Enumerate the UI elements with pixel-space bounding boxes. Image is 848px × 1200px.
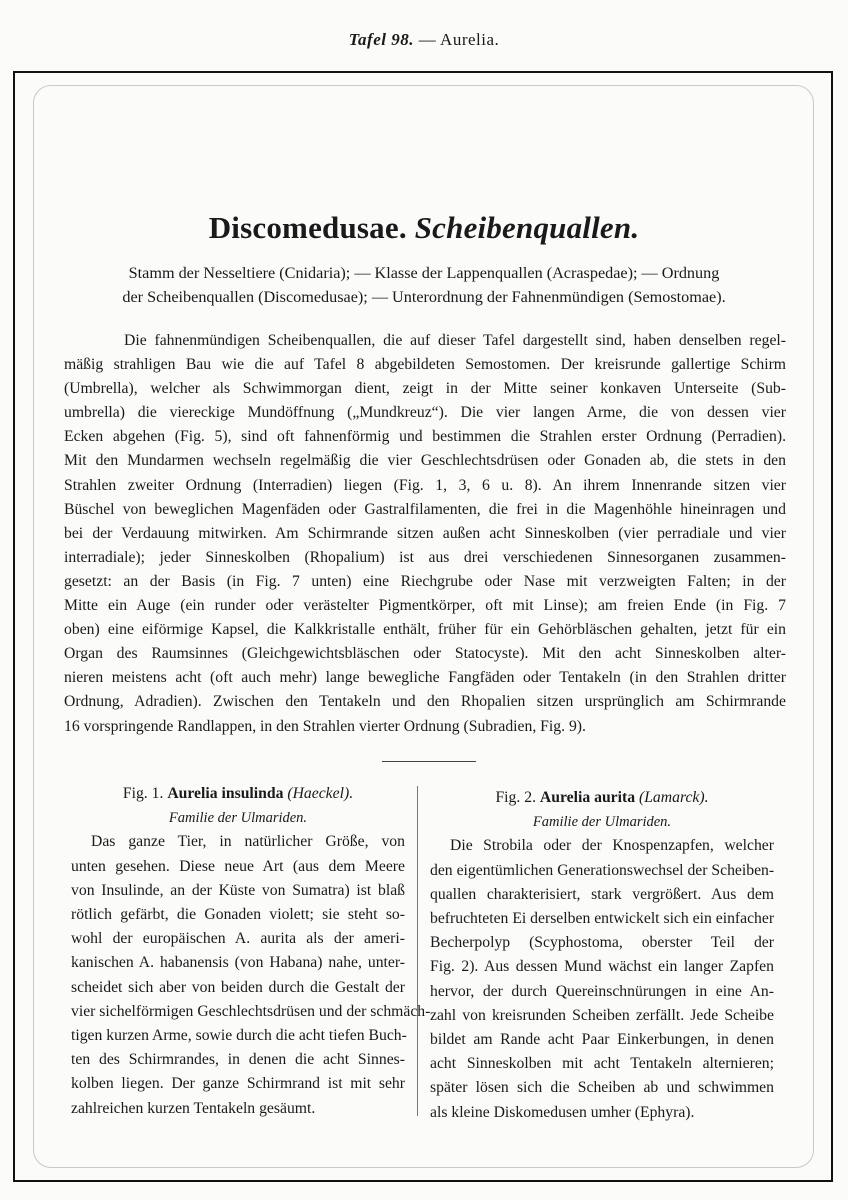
head-separator: — — [418, 30, 437, 49]
description-line: Becherpolyp (Scyphostoma, oberster Teil der — [430, 934, 774, 952]
taxonomy-line-1: Stamm der Nesseltiere (Cnidaria); — Klasse der Lappenquallen (Acraspedae); — Ordnung — [128, 264, 720, 282]
figure-2-label: Fig. 2. — [495, 789, 536, 806]
description-line: scheidet sich aber von beiden durch die Gestalt der — [71, 978, 405, 996]
section-divider — [382, 761, 476, 762]
intro-line: Strahlen zweiter Ordnung (Interradien) liegen (Fig. 1, 3, 6 u. 8). An ihrem Innenrande sitzen vier — [64, 476, 786, 494]
running-head — [0, 30, 848, 50]
description-line: bildet am Rande acht Paar Einkerbungen, in denen — [430, 1031, 774, 1049]
intro-line: bei der Verdauung mitwirken. Am Schirmrande sitzen außen acht Sinneskolben (vier perradiale und vier — [64, 524, 786, 542]
page-title — [0, 210, 848, 246]
description-line: ten des Schirmrandes, in denen die acht Sinnes- — [71, 1051, 405, 1069]
description-line: kanischen A. habanensis (von Habana) nahe, unter- — [71, 954, 405, 972]
intro-line: interradiale); jeder Sinneskolben (Rhopalium) ist aus drei verschiedenen Sinnesorganen zusammen- — [64, 548, 786, 566]
intro-line: Büschel von beweglichen Magenfäden oder Gastralfilamenten, die frei in die Magenhöhle hineinragen und — [64, 500, 786, 518]
description-line: quallen charakterisiert, stark vergrößert. Aus dem — [430, 885, 774, 903]
plate-number: Tafel 98. — [348, 30, 414, 49]
figure-2-author: (Lamarck). — [638, 789, 709, 806]
title-latin: Discomedusae. — [208, 210, 407, 245]
figure-1-heading — [71, 782, 405, 806]
intro-line: Ordnung, Adradien). Zwischen den Tentakeln und den Rhopalien sitzen ursprünglich am Schirmrande — [64, 693, 786, 711]
plate-subject: Aurelia. — [440, 30, 500, 49]
intro-line: Organ des Raumsinnes (Gleichgewichtsbläschen oder Statocyste). Mit den acht Sinneskolben alter- — [64, 645, 786, 663]
description-line: den eigentümlichen Generationswechsel der Scheiben- — [430, 861, 775, 879]
figure-1-author: (Haeckel). — [287, 785, 354, 802]
figure-1-column — [71, 782, 431, 1121]
description-line: Das ganze Tier, in natürlicher Größe, von — [91, 833, 405, 851]
description-line: später lösen sich die Scheiben ab und schwimmen — [430, 1079, 774, 1097]
description-line: als kleine Diskomedusen umher (Ephyra). — [430, 1103, 695, 1121]
description-line: tigen kurzen Arme, sowie durch die acht tiefen Buch- — [71, 1027, 407, 1045]
intro-line: umbrella) die viereckige Mundöffnung („Mundkreuz“). Die vier langen Arme, die von dessen vier — [64, 404, 786, 422]
figure-2-heading — [430, 786, 774, 810]
intro-line: gesetzt: an der Basis (in Fig. 7 unten) eine Riechgrube oder Nase mit verzweigten Falten; in der — [64, 572, 786, 590]
intro-line: nieren meistens acht (oft auch mehr) lange bewegliche Fangfäden oder Tentakeln (in den Strahlen dritter — [64, 669, 786, 687]
description-line: zahl von kreisrunden Scheiben zerfällt. Jede Scheibe — [430, 1006, 774, 1024]
description-line: befruchteten Ei derselben entwickelt sich ein einfacher — [430, 910, 775, 928]
intro-line: (Umbrella), welcher als Schwimmorgan dient, zeigt in der Mitte seiner konkaven Unterseite (Sub- — [64, 380, 786, 398]
figure-1-description — [71, 830, 431, 1120]
figure-2-species: Aurelia aurita — [539, 789, 636, 806]
description-line: wohl der europäischen A. aurita als der ameri- — [71, 930, 405, 948]
description-line: Die Strobila oder der Knospenzapfen, welcher — [450, 837, 774, 855]
description-line: Fig. 2). Aus dessen Mund wächst ein langer Zapfen — [430, 958, 774, 976]
description-line: rötlich gefärbt, die Gonaden violett; sie steht so- — [71, 906, 405, 924]
intro-line: Die fahnenmündigen Scheibenquallen, die auf dieser Tafel dargestellt sind, haben denselben regel- — [124, 332, 786, 349]
title-german: Scheibenquallen. — [414, 210, 640, 245]
taxonomy-line-2: der Scheibenquallen (Discomedusae); — Unterordnung der Fahnenmündigen (Semostomae). — [122, 288, 726, 306]
description-line: zahlreichen kurzen Tentakeln gesäumt. — [71, 1099, 316, 1117]
figure-2-family: Familie der Ulmariden. — [532, 814, 672, 831]
figure-2-column — [430, 786, 774, 1125]
intro-line: Mitte ein Auge (ein runder oder verästelter Pigmentkörper, oft mit Linse); am freien Ende (in Fig. 7 — [64, 597, 786, 615]
description-line: kolben liegen. Der ganze Schirmrand ist mit sehr — [71, 1075, 405, 1093]
intro-line: Mit den Mundarmen wechseln regelmäßig die vier Geschlechtsdrüsen oder Gonaden ab, die stets in den — [64, 452, 786, 470]
intro-line: 16 vorspringende Randlappen, in den Strahlen vierter Ordnung (Subradien, Fig. 9). — [64, 717, 586, 735]
intro-line: Ecken abgehen (Fig. 5), sind oft fahnenförmig und bestimmen die Strahlen erster Ordnung (Perradien). — [64, 428, 786, 446]
figure-2-description — [430, 834, 774, 1124]
intro-line: mäßig strahligen Bau wie die auf Tafel 8 abgebildeten Semostomen. Der kreisrunde gallertige Schirm — [64, 356, 786, 374]
figure-1-family: Familie der Ulmariden. — [168, 810, 308, 827]
description-line: hervor, der durch Quereinschnürungen in eine An- — [430, 982, 774, 1000]
column-divider — [417, 786, 418, 1116]
intro-line: oben) eine eiförmige Kapsel, die Kalkkristalle enthält, früher für ein Gehörbläschen gehalten, jetzt für ein — [64, 621, 786, 639]
description-line: vier sichelförmigen Geschlechtsdrüsen und der schmäch- — [71, 1002, 431, 1020]
taxonomy-line — [64, 261, 784, 309]
description-line: acht Sinneskolben mit acht Tentakeln alternieren; — [430, 1055, 774, 1073]
figure-1-species: Aurelia insulinda — [167, 785, 284, 802]
description-line: von Insulinde, an der Küste von Sumatra) ist blaß — [71, 881, 405, 899]
intro-paragraph — [64, 329, 786, 739]
figure-1-label: Fig. 1. — [122, 785, 164, 802]
description-line: unten gesehen. Diese neue Art (aus dem Meere — [71, 857, 405, 875]
